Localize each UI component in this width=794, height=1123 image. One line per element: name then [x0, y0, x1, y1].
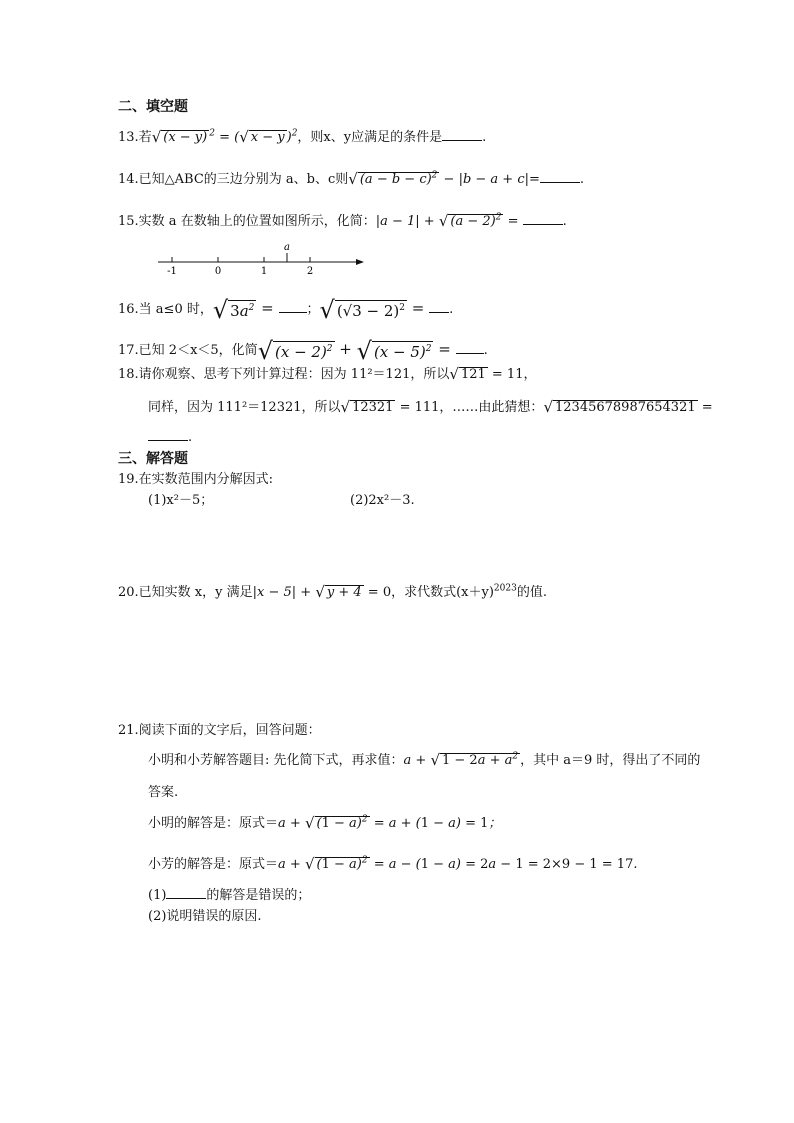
q14-prefix: 14.已知△ABC的三边分别为 a、b、c则 [118, 172, 349, 187]
q13-radical-left: √ (x − y) [151, 128, 208, 146]
section-title-solve: 三、解答题 [118, 451, 188, 467]
number-line-arrow [356, 259, 364, 265]
question-21-xiaofang-solution: 小芳的解答是：原式＝a + √ $(1 - a)^2$ = a − (1 − a) = 2a − 1 = 2×9 − 1 = 17. [148, 855, 638, 873]
q17-radical-2: √ $(x - 5)^2$ [356, 336, 432, 365]
question-15: 15.实数 a 在数轴上的位置如图所示，化简：|a − 1| + √ $(a - 2)^2$ = . [118, 212, 567, 230]
q17-radical-1: √ $(x - 2)^2$ [257, 336, 333, 365]
question-21-paragraph: 小明和小芳解答题目: 先化简下式，再求值：a + √ $1 - 2a + a^2$ ，其中 a＝9 时，得出了不同的 [148, 751, 701, 769]
number-line-tick-label: 1 [260, 266, 268, 276]
number-line [156, 240, 371, 276]
number-line-tick-label: 2 [306, 266, 314, 276]
q18-answer-blank [148, 428, 188, 441]
q21-radical-expression: √ $1 - 2a + a^2$ [430, 751, 519, 769]
q17-prefix: 17.已知 2＜x＜5，化简 [118, 343, 258, 358]
q21-paragraph-suffix: ，其中 a＝9 时，得出了不同的 [520, 753, 701, 768]
q18-line-2-mid: 111，……由此猜想： [414, 400, 544, 415]
q20-exponent: 2023 [493, 583, 517, 594]
q21-xiaofang-prefix: 小芳的解答是：原式＝ [148, 857, 279, 872]
q16-answer-blank-1 [279, 300, 307, 313]
question-21-xiaoming-solution: 小明的解答是：原式＝a + √ $(1 - a)^2$ = a + (1 − a) = 1； [148, 814, 502, 832]
q21-sub-1-suffix: 的解答是错误的； [206, 888, 311, 903]
q16-separator: ； [306, 302, 320, 317]
question-13: 13.若 √ (x − y) $^2$ = ( √ x − y )$^2$，则x、y应满足的条件是 . [118, 128, 487, 146]
q20-end: 的值. [516, 585, 547, 600]
q16-end: . [449, 302, 454, 317]
q18-line-2-prefix: 同样，因为 111²＝12321，所以 [148, 400, 341, 415]
q17-answer-blank [456, 341, 484, 354]
q21-sub-1-prefix: (1) [148, 888, 167, 903]
question-18-line-3 [148, 428, 192, 447]
question-19-part-1: (1)x²－5； [148, 493, 214, 508]
q13-prefix: 13.若 [118, 130, 152, 145]
number-line-point-label: a [284, 242, 290, 253]
q20-radical: √ y + 4 [315, 583, 362, 601]
question-21-sub-2: (2)说明错误的原因. [148, 909, 262, 924]
q15-end: . [562, 214, 567, 229]
q14-end: . [579, 172, 585, 187]
q13-radical-right: √ x − y [239, 128, 285, 146]
question-17: 17.已知 2＜x＜5，化简 √ $(x - 2)^2$ + √ $(x - 5)^2$ = . [118, 336, 488, 365]
q18-radical-12321: √ 12321 [340, 398, 394, 416]
question-19-part-2: (2)2x²－3. [350, 493, 415, 508]
question-14: 14.已知△ABC的三边分别为 a、b、c则 √ $(a - b - c)^2$ − |b − a + c|= . [118, 170, 585, 188]
question-20: 20.已知实数 x，y 满足|x − 5| + √ y + 4 = 0，求代数式$(x+y)^{2023}$的值. [118, 583, 547, 601]
q21-xiaoming-radical: √ $(1 - a)^2$ [304, 814, 368, 832]
q16-prefix: 16.当 a≤0 时， [118, 302, 213, 317]
q13-end: . [482, 130, 487, 145]
q17-end: . [483, 343, 488, 358]
q16-radical-1: √ $3a^2$ [212, 295, 255, 324]
q21-answer-blank [166, 886, 206, 899]
question-21-sub-1 [148, 886, 310, 905]
q20-mid: ，求代数式(x＋y) [391, 585, 494, 600]
question-18-line-2: 同样，因为 111²＝12321，所以 √ 12321 = 111，……由此猜想： √ 12345678987654321 = [148, 398, 713, 416]
q16-radical-2: √ $(√3 - 2)^2$ [319, 295, 406, 324]
q15-prefix: 15.实数 a 在数轴上的位置如图所示，化简： [118, 214, 376, 229]
q15-answer-blank [523, 212, 563, 225]
q18-line-1-text: 18.请你观察、思考下列计算过程：因为 11²＝121，所以 [118, 367, 450, 382]
question-16: 16.当 a≤0 时， √ $3a^2$ = ； √ $(√3 - 2)^2$ = . [118, 295, 454, 324]
number-line-tick-label: 0 [214, 266, 222, 276]
number-line-tick-label: -1 [167, 266, 177, 276]
question-18-line-1: 18.请你观察、思考下列计算过程：因为 11²＝121，所以 √ 121 = 11， [118, 365, 537, 383]
q14-answer-blank [540, 170, 580, 183]
q21-xiaofang-radical: √ $(1 - a)^2$ [304, 855, 368, 873]
question-19: 19.在实数范围内分解因式: [118, 472, 274, 487]
q15-radical: √ $(a - 2)^2$ [438, 212, 502, 230]
q20-prefix: 20.已知实数 x，y 满足 [118, 585, 253, 600]
question-21-paragraph-line-2: 答案. [148, 785, 179, 800]
q18-radical-big-number: √ 12345678987654321 [543, 398, 696, 416]
q18-end: . [188, 430, 193, 445]
q13-answer-blank [442, 128, 482, 141]
section-title-fill-blank: 二、填空题 [118, 99, 188, 115]
question-21-title: 21.阅读下面的文字后，回答问题： [118, 723, 321, 738]
q14-radical: √ $(a - b - c)^2$ [348, 170, 438, 188]
q21-paragraph-prefix: 小明和小芳解答题目: 先化简下式，再求值： [148, 753, 404, 768]
q16-answer-blank-2 [429, 300, 449, 313]
q21-xiaoming-prefix: 小明的解答是：原式＝ [148, 816, 279, 831]
q18-line-1-end: ， [523, 367, 537, 382]
q18-radical-121: √ 121 [449, 365, 486, 383]
q13-suffix: ，则x、y应满足的条件是 [297, 130, 443, 145]
q18-big-number: 12345678987654321 [555, 400, 696, 415]
